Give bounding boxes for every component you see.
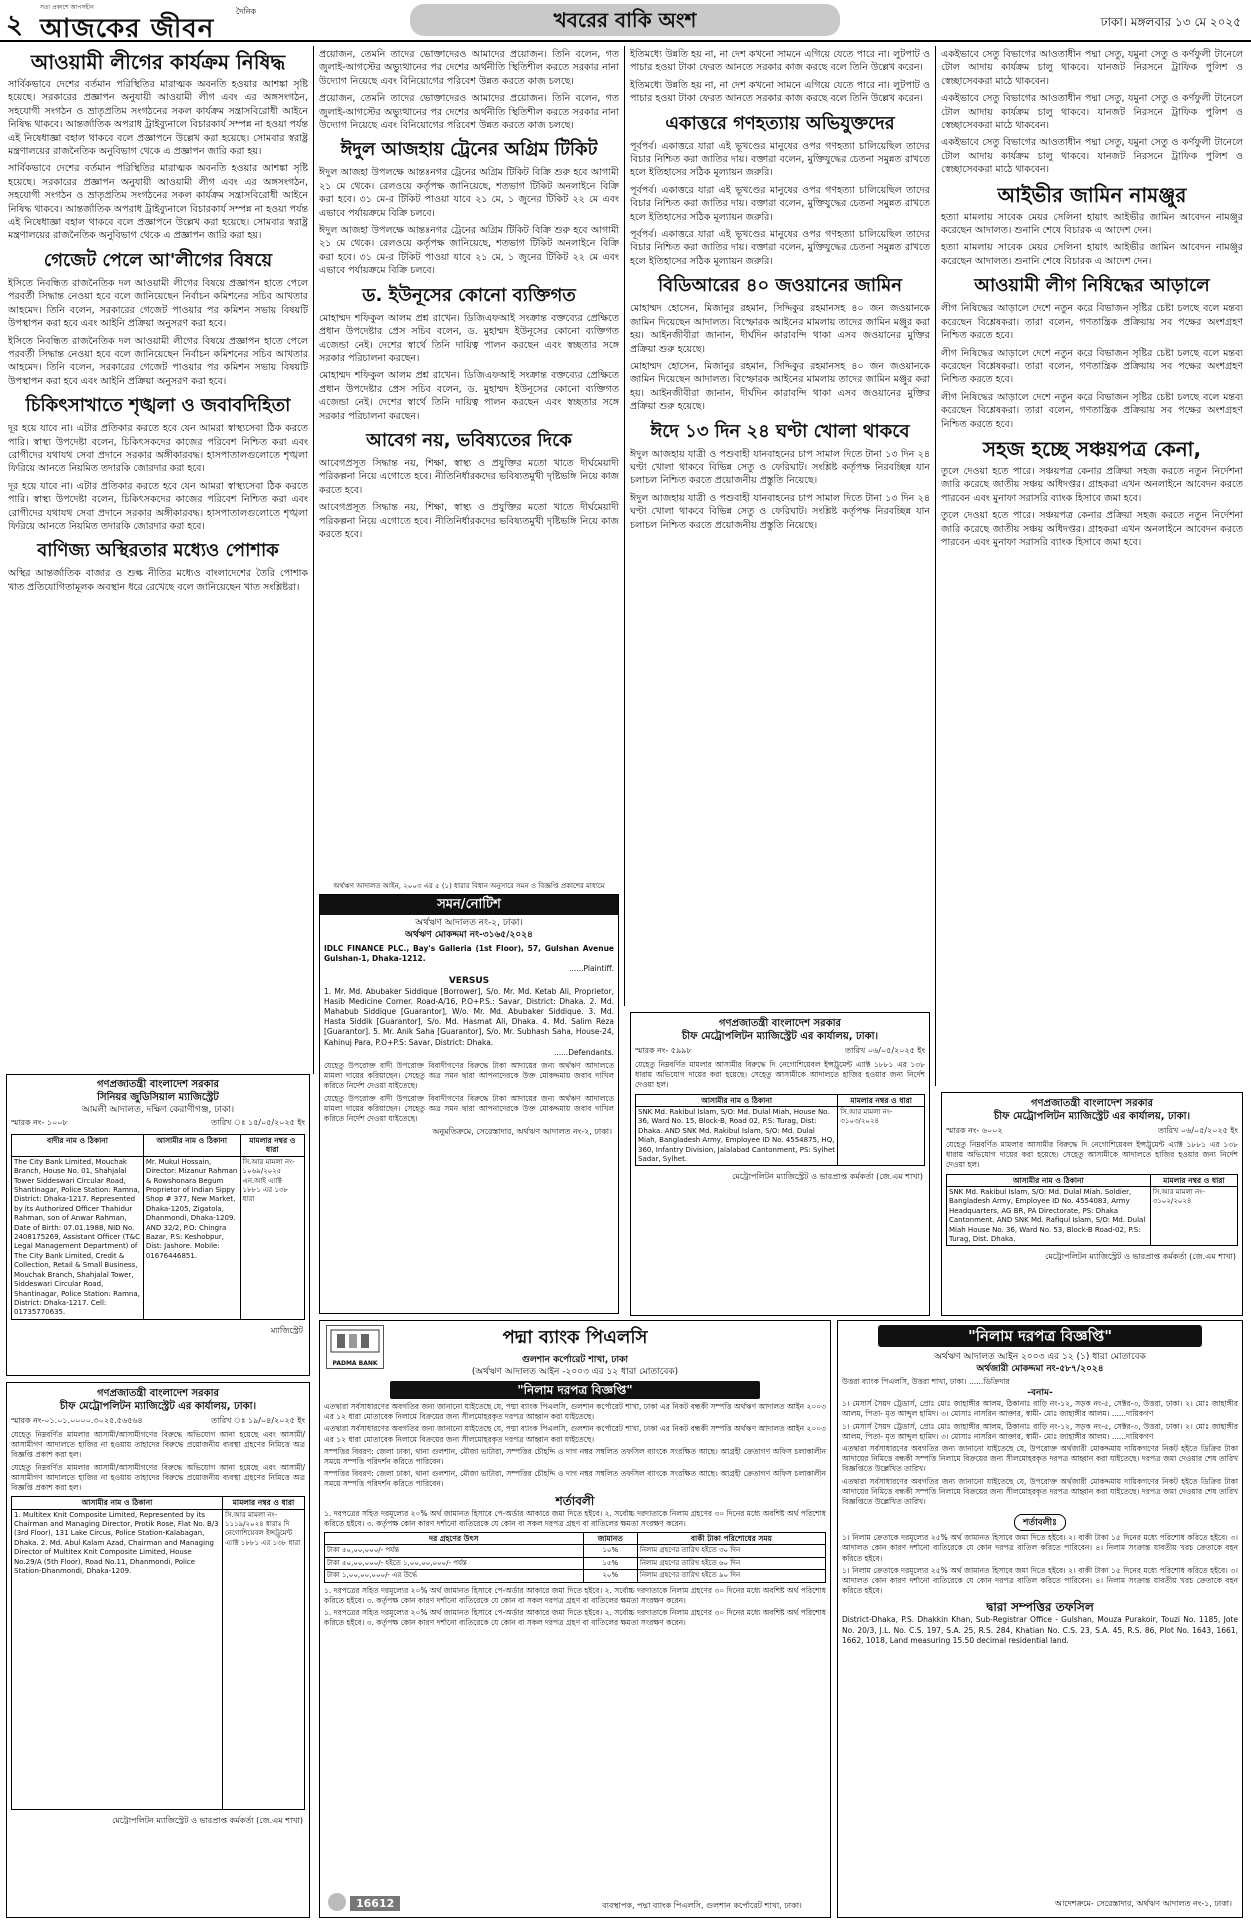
table-cell: ১৫% (583, 1557, 637, 1569)
table-row (12, 1156, 305, 1319)
bank-logo-text: PADMA BANK (332, 1360, 378, 1367)
article-body: ঈদুল আজহায় যাত্রী ও পশুবাহী যানবাহনের চাপ সামাল দিতে টানা ১৩ দিন ২৪ ঘণ্টা খোলা থাকবে বিভিন্ন সেতু ও ফেরিঘাট। সংশ্লিষ্ট কর্তৃপক্ষ নিরবচ্ছিন্ন যান চলাচল নিশ্চিত করতে প্রয়োজনীয় প্রস্তুতি নিয়েছে। (630, 448, 930, 487)
padma-property: সম্পত্তির বিবরণ: জেলা ঢাকা, থানা গুলশান, মৌজা ভাটারা, সম্পত্তির চৌহদ্দি ও দাগ নম্বর সম্বলিত তফসিল ব্যাংকে সংরক্ষিত আছে। আগ্রহী ক্রেতাগণ অফিস চলাকালীন সময়ে সম্পত্তি পরিদর্শন করিতে পারিবেন। (324, 1469, 826, 1489)
padma-banner: "নিলাম দরপত্র বিজ্ঞপ্তি" (390, 1381, 760, 1399)
article-body: একইভাবে সেতু বিভাগের আওতাধীন পদ্মা সেতু, যমুনা সেতু ও কর্ণফুলী টানেলে টোল আদায় কার্যক্রম চালু থাকবে। যানজট নিরসনে ট্রাফিক পুলিশ ও স্বেচ্ছাসেবকরা মাঠে থাকবেন। (941, 93, 1243, 132)
notice-signature: মেট্রোপলিটন ম্যাজিস্ট্রেট ও ভারপ্রাপ্ত কর্মকর্তা (জে.এম শাখা) (732, 1172, 923, 1182)
headline-eid-24-hours: ঈদে ১৩ দিন ২৪ ঘণ্টা খোলা থাকবে (650, 420, 910, 442)
auction-law: অর্থঋণ আদালত আইন ২০০৩ এর ১২ (১) ধারা মোতাবেক (934, 1352, 1146, 1362)
case-cell: সি.আর মামলা নং- ৩১০৩/২০২৪ (838, 1107, 925, 1166)
article-body: লীগ নিষিদ্ধের আড়ালে দেশে নতুন করে বিভাজন সৃষ্টির চেষ্টা চলছে বলে মন্তব্য করেছেন বিশ্লেষকরা। তারা বলেন, গণতান্ত্রিক প্রক্রিয়ায় সব পক্ষের অংশগ্রহণ নিশ্চিত করতে হবে। (941, 391, 1243, 430)
news-column-2 (319, 48, 619, 878)
table-header: বাদীর নাম ও ঠিকানা (12, 1135, 144, 1157)
article-body: ইসিতে নিবন্ধিত রাজনৈতিক দল আওয়ামী লীগের বিষয়ে প্রজ্ঞাপন হাতে পেলে পরবর্তী সিদ্ধান্ত নেওয়া হবে বলে জানিয়েছেন নির্বাচন কমিশনের সচিব আখতার আহমেদ। তিনি বলেন, সরকারের গেজেট পাওয়ার পর কমিশন সভায় বিষয়টি উপস্থাপন করা হবে এবং আইনি প্রক্রিয়া অনুসরণ করা হবে। (8, 277, 308, 330)
court-notice-keraniganj (6, 1074, 310, 1376)
headline-genocide-accused: একাত্তরে গণহত্যায় অভিযুক্তদের (665, 112, 895, 134)
table-header: মামলার নম্বর ও ধারা (1150, 1174, 1237, 1186)
plaintiff-cell: The City Bank Limited, Mouchak Branch, House No. 01, Shahjalal Tower Siddeswari Circular Road, Shantinagar, Police Station: Ramna, District: Dhaka-1217. Represented by its Authorized Officer Thahidur Rahman, son of Anwar Rahman, Date of Birth: 07.01.1988, NID No. 2408175269, Assistant Officer (T&C Legal Management Department) of The City Bank Limited, Credit & Collection, Retail & Small Business, Mouchak Branch, Shahjalal Tower, Siddeswari Circular Road, Shantinagar, Police Station: Ramna, District: Dhaka-1217. Cell: 01735770635. (12, 1156, 144, 1319)
notice-government: গণপ্রজাতন্ত্রী বাংলাদেশ সরকার (719, 1018, 841, 1029)
accused-cell: 1. Multitex Knit Composite Limited, Represented by its Chairman and Managing Director, Protik Rose, Flat No. B/3 (3rd Floor), 131 Lake Circus, Police Station-Kalabagan, Dhaka. 2. Md. Abul Kalam Azad, Chairman and Managing Director of Multitex Knit Composite Limited, House No.29/A (5th Floor), Road No.11, Dhanmondi, Police Station-Dhanmondi, Dhaka-1209. (12, 1509, 223, 1809)
padma-body: এতদ্বারা সর্বসাধারণের অবগতির জন্য জানানো যাইতেছে যে, পদ্মা ব্যাংক পিএলসি, গুলশান কর্পোরেট শাখা, ঢাকা এর নিকট বন্ধকী সম্পত্তি অর্থঋণ আদালত আইন ২০০৩ এর ১২ ধারা মোতাবেক নিলামে বিক্রয়ের জন্য সীলমোহরকৃত দরপত্র আহ্বান করা যাইতেছে। (324, 1424, 826, 1444)
auction-signature: আদেশক্রমে- সেরেস্তাদার, অর্থঋণ আদালত নং-১, ঢাকা। (1055, 1899, 1232, 1908)
headline-garments: বাণিজ্য অস্থিরতার মধ্যেও পোশাক (37, 540, 279, 562)
article-body: পূর্বপর্ব। একাত্তরে যারা এই ভূখণ্ডের মানুষের ওপর গণহত্যা চালিয়েছিল তাদের বিচার নিশ্চিত করা জাতির দায়। বক্তারা বলেন, মুক্তিযুদ্ধের চেতনা সমুন্নত রাখতে হলে ইতিহাসের সঠিক মূল্যায়ন জরুরি। (630, 184, 930, 223)
summons-court: অর্থঋণ আদালত নং-২, ঢাকা। (415, 918, 523, 928)
article-body: একইভাবে সেতু বিভাগের আওতাধীন পদ্মা সেতু, যমুনা সেতু ও কর্ণফুলী টানেলে টোল আদায় কার্যক্রম চালু থাকবে। যানজট নিরসনে ট্রাফিক পুলিশ ও স্বেচ্ছাসেবকরা মাঠে থাকবেন। (941, 49, 1243, 87)
notice-office: চীফ মেট্রোপলিটন ম্যাজিস্ট্রেট এর কার্যালয়, ঢাকা। (993, 1111, 1191, 1122)
notice-table (635, 1094, 925, 1167)
article-body: তুলে দেওয়া হতে পারে। সঞ্চয়পত্র কেনার প্রক্রিয়া সহজ করতে নতুন নির্দেশনা জারি করেছে জাতীয় সঞ্চয় অধিদপ্তর। গ্রাহকরা এখন অনলাইনে আবেদন করতে পারবেন এবং মুনাফা সরাসরি ব্যাংক হিসাবে জমা হবে। (941, 510, 1243, 548)
auction-terms: ১। নিলাম ক্রেতাকে দরমূল্যের ২৫% অর্থ জামানত হিসাবে জমা দিতে হইবে। ২। বাকী টাকা ১৫ দিনের মধ্যে পরিশোধ করিতে হইবে। ৩। আদালত কোন কারণ দর্শানো ব্যতিরেকে যে কোন দরপত্র বাতিল করিতে পারিবেন। ৪। নিলাম সংক্রান্ত যাবতীয় খরচ ক্রেতাকে বহন করিতে হইবে। (842, 1533, 1238, 1563)
case-cell: সি.আর মামলা নং- ১১১৯/২০২৪ ধারাঃ দি নেগোশিয়েবল ইন্সট্রুমেন্ট এ্যাক্ট ১৮৮১ এর ১৩৮ ধারা (222, 1509, 304, 1809)
article-body: অস্থির আন্তর্জাতিক বাজার ও শুল্ক নীতির মধ্যেও বাংলাদেশের তৈরি পোশাক খাত প্রতিযোগিতামূলক অবস্থান ধরে রেখেছে বলে জানিয়েছেন খাত সংশ্লিষ্টরা। (8, 568, 308, 593)
notice-memo: স্মারক নং-০১.০১.০০০০.৩০২৫.৫৬৫৬৪ (11, 1416, 143, 1425)
notice-memo-row (942, 1123, 1242, 1140)
article-body: তুলে দেওয়া হতে পারে। সঞ্চয়পত্র কেনার প্রক্রিয়া সহজ করতে নতুন নির্দেশনা জারি করেছে জাতীয় সঞ্চয় অধিদপ্তর। গ্রাহকরা এখন অনলাইনে আবেদন করতে পারবেন এবং মুনাফা সরাসরি ব্যাংক হিসাবে জমা হবে। (941, 465, 1243, 504)
newspaper-logo (40, 2, 260, 44)
padma-law-line: (অর্থঋণ আদালত আইন -২০০৩ এর ১২ ধারা মোতাবেক) (471, 1367, 679, 1377)
summons-plaintiff-label: ......Plaintiff. (569, 964, 614, 974)
table-header: মামলার নম্বর ও ধারা (222, 1497, 304, 1509)
headline-awami-league-ban: আওয়ামী লীগের কার্যক্রম নিষিদ্ধ (30, 50, 286, 74)
auction-schedule: District-Dhaka, P.S. Dhakkin Khan, Sub-Registrar Office - Gulshan, Mouza Purakoir, Touzi No. 1185, Jote No. 20/3, J.L. No. C.S. 197, S.A. 25, R.S. 284, Khatian No. C.S. 23, S.A. 45, R.S. 86, Plot No. 1643, 1661, 1662, 1018, Land measuring 15.50 decimal residential land. (842, 1615, 1238, 1645)
auction-body: এতদ্বারা সর্বসাধারণের অবগতির জন্য জানানো যাইতেছে যে, উপরোক্ত অর্থজারী মোকদ্দমায় দায়িকগণের নিকট হইতে ডিক্রির টাকা আদায়ের নিমিত্তে বন্ধকী সম্পত্তি নিলামে বিক্রয়ের জন্য সীলমোহরকৃত দরপত্র আহ্বান করা যাইতেছে। দরপত্র জমা দেওয়ার শেষ তারিখ বিজ্ঞপ্তিতে উল্লেখিত তারিখ। (842, 1476, 1238, 1507)
padma-bank-branch: গুলশান কর্পোরেট শাখা, ঢাকা (522, 1355, 628, 1365)
table-row (947, 1187, 1238, 1246)
auction-terms: ১। নিলাম ক্রেতাকে দরমূল্যের ২৫% অর্থ জামানত হিসাবে জমা দিতে হইবে। ২। বাকী টাকা ১৫ দিনের মধ্যে পরিশোধ করিতে হইবে। ৩। আদালত কোন কারণ দর্শানো ব্যতিরেকে যে কোন দরপত্র বাতিল করিতে পারিবেন। ৪। নিলাম সংক্রান্ত যাবতীয় খরচ ক্রেতাকে বহন করিতে হইবে। (842, 1565, 1238, 1596)
headline-eid-train-tickets: ঈদুল আজহায় ট্রেনের অগ্রিম টিকিট (340, 139, 598, 161)
padma-terms-title: শর্তাবলী (555, 1493, 595, 1508)
headline-bdr-bail: বিডিআরের ৪০ জওয়ানের জামিন (657, 275, 903, 297)
article-body: প্রয়োজন, তেমনি তাদের ভোক্তাদেরও আমাদের প্রয়োজন। তিনি বলেন, গত জুলাই-আগস্টের অভ্যুত্থানের পর দেশের অর্থনীতি স্থিতিশীল করতে সরকার নানা উদ্যোগ নিয়েছে এবং বিনিয়োগের পরিবেশ উন্নত করতে কাজ চলছে। (319, 93, 619, 132)
summons-caption: অর্থঋণ আদালত আইন, ২০০৩ এর ৫ (১) ধারার বিধান অনুসারে সমন ও বিজ্ঞপ্তি প্রকাশের মাধ্যমে (333, 882, 605, 890)
notice-memo: স্মারক নং- ৬০০২ (946, 1126, 1003, 1135)
notice-government: গণপ্রজাতন্ত্রী বাংলাদেশ সরকার (1031, 1098, 1153, 1109)
notice-body: যেহেতু নিম্নবর্ণিত মামলার আসামী/আসামীগণের বিরুদ্ধে অভিযোগ আনা হয়েছে এবং আসামী/আসামীগণ আদালতে হাজির না হওয়ায় তাহাদের বিরুদ্ধে প্রয়োজনীয় ব্যবস্থা গ্রহণের নিমিত্তে অত্র বিজ্ঞপ্তি প্রকাশ করা হল। (11, 1430, 305, 1460)
article-body: ঈদুল আজহা উপলক্ষে আন্তঃনগর ট্রেনের অগ্রিম টিকিট বিক্রি শুরু হবে আগামী ২১ মে থেকে। রেলওয়ে কর্তৃপক্ষ জানিয়েছে, শতভাগ টিকিট অনলাইনে বিক্রি করা হবে। ৩১ মে-র টিকিট পাওয়া যাবে ২১ মে, ১ জুনের টিকিট ২২ মে এবং এভাবে পর্যায়ক্রমে বিক্রি চলবে। (319, 167, 619, 219)
article-body: আবেগপ্রসূত সিদ্ধান্ত নয়, শিক্ষা, স্বাস্থ্য ও প্রযুক্তির মতো খাতে দীর্ঘমেয়াদী পরিকল্পনা নিয়ে এগোতে হবে। নীতিনির্ধারকদের ভবিষ্যতমুখী দৃষ্টিভঙ্গি নিয়ে কাজ করতে হবে। (319, 502, 619, 540)
news-column-3 (630, 48, 930, 1008)
padma-deposit-table (324, 1532, 826, 1583)
summons-banner: সমন/নোটিশ (320, 895, 618, 915)
notice-signature: মেট্রোপলিটন ম্যাজিস্ট্রেট ও ভারপ্রাপ্ত কর্মকর্তা (জে.এম শাখা) (112, 1815, 303, 1825)
table-header: দর গ্রহণের উৎস (325, 1533, 584, 1545)
article-body: পূর্বপর্ব। একাত্তরে যারা এই ভূখণ্ডের মানুষের ওপর গণহত্যা চালিয়েছিল তাদের বিচার নিশ্চিত করা জাতির দায়। বক্তারা বলেন, মুক্তিযুদ্ধের চেতনা সমুন্নত রাখতে হলে ইতিহাসের সঠিক মূল্যায়ন জরুরি। (630, 229, 930, 267)
table-cell: টাকা ৫০,০০,০০০/- হইতে ১,০০,০০,০০০/- পর্যন্ত (325, 1557, 584, 1569)
padma-body: এতদ্বারা সর্বসাধারণের অবগতির জন্য জানানো যাইতেছে যে, পদ্মা ব্যাংক পিএলসি, গুলশান কর্পোরেট শাখা, ঢাকা এর নিকট বন্ধকী সম্পত্তি অর্থঋণ আদালত আইন ২০০৩ এর ১২ ধারা মোতাবেক নিলামে বিক্রয়ের জন্য সীলমোহরকৃত দরপত্র আহ্বান করা যাইতেছে। (324, 1402, 826, 1422)
notice-table (11, 1496, 305, 1809)
auction-terms-title-wrap (838, 1510, 1242, 1531)
notice-signature: মেট্রোপলিটন ম্যাজিস্ট্রেট ও ভারপ্রাপ্ত কর্মকর্তা (জে.এম শাখা) (1045, 1252, 1236, 1262)
article-body: মোহাম্মদ হোসেন, মিজানুর রহমান, সিদ্দিকুর রহমানসহ ৪০ জন জওয়ানকে জামিন দিয়েছেন আদালত। বিস্ফোরক আইনের মামলায় তাদের জামিন মঞ্জুর করা হয়। আইনজীবীরা জানান, দীর্ঘদিন কারাবন্দি থাকা এসব জওয়ানের মুক্তির প্রক্রিয়া শুরু হয়েছে। (630, 303, 930, 355)
summons-defendants: 1. Mr. Md. Abubaker Siddique [Borrower], S/o. Mr. Md. Ketab Ali, Proprietor, Hasib Medicine Corner. Road-A/16, P.O+P.S.: Savar, District: Dhaka. 2. Md. Mahabub Siddique [Guarantor], W/o. Mr. Md. Abubaker Siddique. 3. Md. Hasta Siddik [Guarantor], S/o. Md. Hasmat Ali, Dhaka. 4. Md. Salim Reza [Guarantor]. 5. Mr. Anik Saha [Guarantor], S/o. Mr. Subhash Saha, House-24, Kahinuj Para, P.O+P.S: Savar, District: Dhaka. (324, 986, 614, 1047)
bank-logo-icon (327, 1326, 383, 1356)
table-cell: নিলাম গ্রহণের তারিখ হইতে ৯০ দিন (637, 1570, 825, 1582)
issue-date: ঢাকা। মঙ্গলবার ১৩ মে ২০২৫ (1100, 15, 1241, 29)
auction-versus: -বনাম- (1027, 1388, 1053, 1399)
table-cell: টাকা ৫০,০০,০০০/- পর্যন্ত (325, 1545, 584, 1557)
auction-plaintiff: উত্তরা ব্যাংক পিএলসি, উত্তরা শাখা, ঢাকা। ......ডিক্রিদার (842, 1377, 1010, 1386)
notice-office: চীফ মেট্রোপলিটন ম্যাজিস্ট্রেট এর কার্যালয়, ঢাকা। (59, 1401, 257, 1412)
article-body: সার্বিকভাবে দেশের বর্তমান পরিস্থিতির মারাত্মক অবনতি হওয়ার আশঙ্কা সৃষ্টি হয়েছে। সরকারের প্রজ্ঞাপন অনুযায়ী আওয়ামী লীগ এবং এর অঙ্গসংগঠন, সহযোগী সংগঠন ও ভ্রাতৃপ্রতিম সংগঠনের সকল কার্যক্রম সন্ত্রাসবিরোধী আইনে নিষিদ্ধ থাকবে। আন্তর্জাতিক অপরাধ ট্রাইব্যুনালে বিচারকার্য সম্পন্ন না হওয়া পর্যন্ত এই নিষেধাজ্ঞা বহাল থাকবে বলে প্রজ্ঞাপনে উল্লেখ করা হয়েছে। সোমবার স্বরাষ্ট্র মন্ত্রণালয়ের রাজনৈতিক অনুবিভাগ থেকে এ প্রজ্ঞাপন জারি করা হয়। (8, 163, 308, 242)
notice-signature: ম্যাজিস্ট্রেট (270, 1325, 303, 1335)
notice-date: তারিখ ০৬/০৫/২০২৫ ইং (845, 1046, 925, 1055)
notice-court: আমলী আদালত, দক্ষিণ কেরাণীগঞ্জ, ঢাকা। (81, 1105, 235, 1115)
padma-terms: ১. দরপত্রের সহিত দরমূল্যের ২০% অর্থ জামানত হিসাবে পে-অর্ডার আকারে জমা দিতে হইবে। ২. সর্বোচ্চ দরদাতাকে নিলাম গ্রহণের ৩০ দিনের মধ্যে অবশিষ্ট অর্থ পরিশোধ করিতে হইবে। ৩. কর্তৃপক্ষ কোন কারণ দর্শানো ব্যতিরেকে যে কোন বা সকল দরপত্র গ্রহণ বা বাতিলের ক্ষমতা সংরক্ষণ করেন। (324, 1508, 826, 1528)
case-cell: সি.আর মামলা নং- ১০৬৯/২০২৫ এন.আই এ্যাক্ট ১৮৮১ এর ১৩৮ ধারা (240, 1156, 304, 1319)
summons-case: অর্থঋণ মোকদ্দমা নং-৩১৬৫/২০২৪ (405, 930, 533, 940)
summons-versus: VERSUS (448, 975, 490, 986)
headline-ban-behind: আওয়ামী লীগ নিষিদ্ধের আড়ালে (974, 275, 1210, 297)
summons-signature: অনুমতিক্রমে, সেরেস্তাদার, অর্থঋণ আদালত নং-২, ঢাকা। (432, 1127, 612, 1137)
headline-savings-certificate: সহজ হচ্ছে সঞ্চয়পত্র কেনা, (982, 436, 1202, 461)
table-header: আসামীর নাম ও ঠিকানা (636, 1094, 838, 1106)
table-row (12, 1509, 305, 1809)
summons-body: যেহেতু উপরোক্ত বাদী উপরোক্ত বিবাদীগণের বিরুদ্ধে টাকা আদায়ের জন্য অর্থঋণ আদালতে মামলা দায়ের করিয়াছেন। সেহেতু অত্র সমন দ্বারা আপনাদেরকে উক্ত মোকদ্দমায় জবাব দাখিল করিতে নির্দেশ দেওয়া যাইতেছে। (324, 1093, 614, 1124)
section-banner: খবরের বাকি অংশ (410, 4, 840, 36)
column-divider (624, 46, 625, 1006)
padma-bank-logo (326, 1325, 384, 1369)
article-body: ঈদুল আজহায় যাত্রী ও পশুবাহী যানবাহনের চাপ সামাল দিতে টানা ১৩ দিন ২৪ ঘণ্টা খোলা থাকবে বিভিন্ন সেতু ও ফেরিঘাট। সংশ্লিষ্ট কর্তৃপক্ষ নিরবচ্ছিন্ন যান চলাচল নিশ্চিত করতে প্রয়োজনীয় প্রস্তুতি নিয়েছে। (630, 492, 930, 531)
summons-defendant-label: ......Defendants. (553, 1047, 614, 1057)
table-header: মামলার নম্বর ও ধারা (838, 1094, 925, 1106)
headline-gazette: গেজেট পেলে আ'লীগের বিষয়ে (43, 249, 273, 271)
headline-health-sector: চিকিৎসাখাতে শৃঙ্খলা ও জবাবদিহিতা (25, 395, 291, 417)
article-body: লীগ নিষিদ্ধের আড়ালে দেশে নতুন করে বিভাজন সৃষ্টির চেষ্টা চলছে বলে মন্তব্য করেছেন বিশ্লেষকরা। তারা বলেন, গণতান্ত্রিক প্রক্রিয়ায় সব পক্ষের অংশগ্রহণ নিশ্চিত করতে হবে। (941, 303, 1243, 342)
table-header: মামলার নম্বর ও ধারা (240, 1135, 304, 1157)
article-body: ইসিতে নিবন্ধিত রাজনৈতিক দল আওয়ামী লীগের বিষয়ে প্রজ্ঞাপন হাতে পেলে পরবর্তী সিদ্ধান্ত নেওয়া হবে বলে জানিয়েছেন নির্বাচন কমিশনের সচিব আখতার আহমেদ। তিনি বলেন, সরকারের গেজেট পাওয়ার পর কমিশন সভায় বিষয়টি উপস্থাপন করা হবে এবং আইনি প্রক্রিয়া অনুসরণ করা হবে। (8, 335, 308, 387)
article-body: দূর হয়ে যাবে না। এটার প্রতিকার করতে হবে যেন আমরা স্বাস্থ্যসেবা ঠিক করতে পারি। স্বাস্থ্য উপদেষ্টা বলেন, চিকিৎসকদের কাজের পরিবেশ নিশ্চিত করা এবং রোগীদের যথাযথ সেবা প্রদানে সরকার অঙ্গীকারবদ্ধ। হাসপাতালগুলোতে শৃঙ্খলা ফিরিয়ে আনতে নিয়মিত তদারকি জোরদার করা হবে। (8, 423, 308, 475)
ad-code-badge: 16612 (350, 1896, 400, 1911)
table-cell: ১০% (583, 1545, 637, 1557)
table-header: আসামীর নাম ও ঠিকানা (143, 1135, 240, 1157)
case-cell: সি.আর মামলা নং- ৩১০২/২০২৪ (1150, 1187, 1237, 1246)
court-notice-cmm-multitex (6, 1382, 310, 1918)
table-row (325, 1570, 826, 1582)
notice-office: সিনিয়র জুডিসিয়াল ম্যাজিস্ট্রেট (97, 1092, 219, 1103)
article-body: পূর্বপর্ব। একাত্তরে যারা এই ভূখণ্ডের মানুষের ওপর গণহত্যা চালিয়েছিল তাদের বিচার নিশ্চিত করা জাতির দায়। বক্তারা বলেন, মুক্তিযুদ্ধের চেতনা সমুন্নত রাখতে হলে ইতিহাসের সঠিক মূল্যায়ন জরুরি। (630, 140, 930, 179)
table-row (325, 1557, 826, 1569)
notice-government: গণপ্রজাতন্ত্রী বাংলাদেশ সরকার (97, 1079, 219, 1090)
table-row (325, 1545, 826, 1557)
article-body: লীগ নিষিদ্ধের আড়ালে দেশে নতুন করে বিভাজন সৃষ্টির চেষ্টা চলছে বলে মন্তব্য করেছেন বিশ্লেষকরা। তারা বলেন, গণতান্ত্রিক প্রক্রিয়ায় সব পক্ষের অংশগ্রহণ নিশ্চিত করতে হবে। (941, 347, 1243, 386)
court-notice-cmm-5998 (630, 1012, 930, 1316)
summons-body: যেহেতু উপরোক্ত বাদী উপরোক্ত বিবাদীগণের বিরুদ্ধে টাকা আদায়ের জন্য অর্থঋণ আদালতে মামলা দায়ের করিয়াছেন। সেহেতু অত্র সমন দ্বারা আপনাদেরকে উক্ত মোকদ্দমায় জবাব দাখিল করিতে নির্দেশ দেওয়া যাইতেছে। (324, 1061, 614, 1091)
article-body: ইতিমধ্যে উন্নতি হয় না, না দেশ কখনো সামনে এগিয়ে যেতে পারে না। লুটপাট ও পাচার হওয়া টাকা ফেরত আনতে সরকার কাজ করছে বলে তিনি উল্লেখ করেন। (630, 79, 930, 105)
article-body: মোহাম্মদ শফিকুল আলম প্রশ্ন রাখেন। ডিজিএফআই সংক্রান্ত বক্তব্যের প্রেক্ষিতে প্রধান উপদেষ্টার প্রেস সচিব বলেন, ড. মুহাম্মদ ইউনূসের কোনো ব্যক্তিগত এজেন্ডা নেই। দেশের স্বার্থে তিনি দায়িত্ব পালন করছেন এবং স্বচ্ছতার সঙ্গে সরকার পরিচালনা করছেন। (319, 370, 619, 422)
summons-plaintiff: IDLC FINANCE PLC., Bay's Galleria (1st Floor), 57, Gulshan Avenue Gulshan-1, Dhaka-1212. (324, 944, 614, 964)
accused-cell: Mr. Mukul Hossain, Director: Mizanur Rahman & Rowshonara Begum Proprietor of Indian Sippy Shop # 377, New Market, Dhaka-1205, Zigatola, Dhanmondi, Dhaka-1209. AND 32/2, P.O: Chingra Bazar, P.S: Keshobpur, Dist: Jashore. Mobile: 01676446851. (143, 1156, 240, 1319)
news-column-4 (941, 48, 1243, 1088)
court-notice-cmm-6002 (941, 1092, 1243, 1316)
notice-memo-row (7, 1413, 309, 1430)
logo-title: আজকের জীবন (40, 14, 215, 44)
padma-terms: ১. দরপত্রের সহিত দরমূল্যের ২০% অর্থ জামানত হিসাবে পে-অর্ডার আকারে জমা দিতে হইবে। ২. সর্বোচ্চ দরদাতাকে নিলাম গ্রহণের ৩০ দিনের মধ্যে অবশিষ্ট অর্থ পরিশোধ করিতে হইবে। ৩. কর্তৃপক্ষ কোন কারণ দর্শানো ব্যতিরেকে যে কোন বা সকল দরপত্র গ্রহণ বা বাতিলের ক্ষমতা সংরক্ষণ করেন। (324, 1608, 826, 1628)
notice-office: চীফ মেট্রোপলিটন ম্যাজিস্ট্রেট এর কার্যালয়, ঢাকা। (681, 1031, 879, 1042)
padma-property: সম্পত্তির বিবরণ: জেলা ঢাকা, থানা গুলশান, মৌজা ভাটারা, সম্পত্তির চৌহদ্দি ও দাগ নম্বর সম্বলিত তফসিল ব্যাংকে সংরক্ষিত আছে। আগ্রহী ক্রেতাগণ অফিস চলাকালীন সময়ে সম্পত্তি পরিদর্শন করিতে পারিবেন। (324, 1446, 826, 1467)
headline-yunus: ড. ইউনূসের কোনো ব্যক্তিগত (362, 284, 576, 306)
table-header: জামানত (583, 1533, 637, 1545)
notice-memo-row (7, 1116, 309, 1131)
notice-memo-row (631, 1043, 929, 1060)
notice-memo: স্মারক নং- ১০০৮ (11, 1118, 68, 1127)
masthead (0, 0, 1251, 42)
logo-daily-label: দৈনিক (236, 7, 257, 16)
table-cell: ২০% (583, 1570, 637, 1582)
notice-government: গণপ্রজাতন্ত্রী বাংলাদেশ সরকার (97, 1388, 219, 1399)
notice-table (11, 1134, 305, 1320)
padma-signature: ব্যবস্থাপক, পদ্মা ব্যাংক পিএলসি, গুলশান কর্পোরেট শাখা, ঢাকা। (602, 1901, 802, 1910)
padma-bank-name: পদ্মা ব্যাংক পিএলসি (502, 1327, 648, 1348)
auction-defendants: ১। মেসার্স সৈয়দ ট্রেডার্স, প্রোঃ মোঃ জাহাঙ্গীর আলম, ঠিকানাঃ বাড়ি নং-১২, সড়ক নং-৫, সেক্টর-৩, উত্তরা, ঢাকা। ২। মোঃ জাহাঙ্গীর আলম, পিতা- মৃত আব্দুল হামিদ। ৩। মোসাঃ নাসরিন আক্তার, স্বামী- মোঃ জাহাঙ্গীর আলম। ......দায়িকগণ (842, 1399, 1238, 1419)
table-header: বাকী টাকা পরিশোধের সময় (637, 1533, 825, 1545)
accused-cell: SNK Md. Rakibul Islam, S/O: Md. Dulal Miah. Soldier, Bangladesh Army, Employee ID No. 4554083, Army Headquarters, AG BR, PA Directorate, PS: Dhaka Cantonment. AND SNK Md. Rafiqul Islam, S/O: Md. Dulal Miah House No. 36, Ward No. 53, Block-B Road-02, P.S: Turag, Dist. Dhaka. (947, 1187, 1151, 1246)
auction-schedule-title: দ্বারা সম্পত্তির তফসিল (986, 1600, 1094, 1615)
notice-body: যেহেতু নিম্নবর্ণিত মামলার আসামীর বিরুদ্ধে দি নেগোশিয়েবল ইন্সট্রুমেন্ট এ্যাক্ট ১৮৮১ এর ১৩৮ ধারায় অভিযোগ দায়ের করা হয়েছে। সেহেতু আসামীকে আদালতে হাজির হওয়ার জন্য নির্দেশ দেওয়া হল। (635, 1060, 925, 1090)
article-body: মোহাম্মদ শফিকুল আলম প্রশ্ন রাখেন। ডিজিএফআই সংক্রান্ত বক্তব্যের প্রেক্ষিতে প্রধান উপদেষ্টার প্রেস সচিব বলেন, ড. মুহাম্মদ ইউনূসের কোনো ব্যক্তিগত এজেন্ডা নেই। দেশের স্বার্থে তিনি দায়িত্ব পালন করছেন এবং স্বচ্ছতার সঙ্গে সরকার পরিচালনা করছেন। (319, 312, 619, 364)
accused-cell: SNK Md. Rakibul Islam, S/O: Md. Dulal Miah, House No. 36, Ward No. 15, Block-B, Road 02, P.S: Turag, Dist: Dhaka. AND SNK Md. Rakibul Islam, S/O: Md. Dulal Miah, Bangladesh Army, Employee ID No. 4554875, HQ, 360, Infantry Division, Jalalabad Cantonment, PS: Sylhet Sadar, Sylhet. (636, 1107, 838, 1166)
notice-date: তারিখ ০৬/০৫/২০২৫ ইং (1158, 1126, 1238, 1135)
advertiser-avatar (328, 1893, 346, 1911)
padma-bank-auction-notice (319, 1320, 831, 1918)
auction-banner: "নিলাম দরপত্র বিজ্ঞপ্তি" (878, 1325, 1202, 1347)
table-row (636, 1107, 925, 1166)
news-column-1 (8, 48, 308, 1058)
article-body: সার্বিকভাবে দেশের বর্তমান পরিস্থিতির মারাত্মক অবনতি হওয়ার আশঙ্কা সৃষ্টি হয়েছে। সরকারের প্রজ্ঞাপন অনুযায়ী আওয়ামী লীগ এবং এর অঙ্গসংগঠন, সহযোগী সংগঠন ও ভ্রাতৃপ্রতিম সংগঠনের সকল কার্যক্রম সন্ত্রাসবিরোধী আইনে নিষিদ্ধ থাকবে। আন্তর্জাতিক অপরাধ ট্রাইব্যুনালে বিচারকার্য সম্পন্ন না হওয়া পর্যন্ত এই নিষেধাজ্ঞা বহাল থাকবে বলে প্রজ্ঞাপনে উল্লেখ করা হয়েছে। সোমবার স্বরাষ্ট্র মন্ত্রণালয়ের রাজনৈতিক অনুবিভাগ থেকে এ প্রজ্ঞাপন জারি করা হয়। (8, 79, 308, 158)
article-body: হত্যা মামলায় সাবেক মেয়র সেলিনা হায়াৎ আইভীর জামিন আবেদন নামঞ্জুর করেছেন আদালত। শুনানি শেষে বিচারক এ আদেশ দেন। (941, 242, 1243, 267)
article-body: মোহাম্মদ হোসেন, মিজানুর রহমান, সিদ্দিকুর রহমানসহ ৪০ জন জওয়ানকে জামিন দিয়েছেন আদালত। বিস্ফোরক আইনের মামলায় তাদের জামিন মঞ্জুর করা হয়। আইনজীবীরা জানান, দীর্ঘদিন কারাবন্দি থাকা এসব জওয়ানের মুক্তির প্রক্রিয়া শুরু হয়েছে। (630, 360, 930, 413)
column-divider (935, 46, 936, 1086)
auction-notice-artha-rin (837, 1320, 1243, 1918)
article-body: দূর হয়ে যাবে না। এটার প্রতিকার করতে হবে যেন আমরা স্বাস্থ্যসেবা ঠিক করতে পারি। স্বাস্থ্য উপদেষ্টা বলেন, চিকিৎসকদের কাজের পরিবেশ নিশ্চিত করা এবং রোগীদের যথাযথ সেবা প্রদানে সরকার অঙ্গীকারবদ্ধ। হাসপাতালগুলোতে শৃঙ্খলা ফিরিয়ে আনতে নিয়মিত তদারকি জোরদার করা হবে। (8, 480, 308, 532)
headline-ivy-bail: আইভীর জামিন নামঞ্জুর (997, 182, 1187, 207)
article-body: ইতিমধ্যে উন্নতি হয় না, না দেশ কখনো সামনে এগিয়ে যেতে পারে না। লুটপাট ও পাচার হওয়া টাকা ফেরত আনতে সরকার কাজ করছে বলে তিনি উল্লেখ করেন। (630, 49, 930, 74)
notice-memo: স্মারক নং- ৫৯৯৮ (635, 1046, 692, 1055)
table-cell: নিলাম গ্রহণের তারিখ হইতে ৩০ দিন (637, 1545, 825, 1557)
notice-body: যেহেতু নিম্নবর্ণিত মামলার আসামীর বিরুদ্ধে দি নেগোশিয়েবল ইন্সট্রুমেন্ট এ্যাক্ট ১৮৮১ এর ১৩৮ ধারায় অভিযোগ দায়ের করা হয়েছে। সেহেতু আসামীকে আদালতে হাজির হওয়ার জন্য নির্দেশ দেওয়া হল। (946, 1140, 1238, 1170)
article-body: প্রয়োজন, তেমনি তাদের ভোক্তাদেরও আমাদের প্রয়োজন। তিনি বলেন, গত জুলাই-আগস্টের অভ্যুত্থানের পর দেশের অর্থনীতি স্থিতিশীল করতে সরকার নানা উদ্যোগ নিয়েছে এবং বিনিয়োগের পরিবেশ উন্নত করতে কাজ চলছে। (319, 49, 619, 87)
auction-defendants: ১। মেসার্স সৈয়দ ট্রেডার্স, প্রোঃ মোঃ জাহাঙ্গীর আলম, ঠিকানাঃ বাড়ি নং-১২, সড়ক নং-৫, সেক্টর-৩, উত্তরা, ঢাকা। ২। মোঃ জাহাঙ্গীর আলম, পিতা- মৃত আব্দুল হামিদ। ৩। মোসাঃ নাসরিন আক্তার, স্বামী- মোঃ জাহাঙ্গীর আলম। ......দায়িকগণ (842, 1421, 1238, 1441)
table-header: আসামীর নাম ও ঠিকানা (12, 1497, 223, 1509)
table-header: আসামীর নাম ও ঠিকানা (947, 1174, 1151, 1186)
column-divider (313, 46, 314, 1074)
auction-terms-title: শর্তাবলীঃ (1014, 1514, 1066, 1531)
notice-body: যেহেতু নিম্নবর্ণিত মামলার আসামী/আসামীগণের বিরুদ্ধে অভিযোগ আনা হয়েছে এবং আসামী/আসামীগণ আদালতে হাজির না হওয়ায় তাহাদের বিরুদ্ধে প্রয়োজনীয় ব্যবস্থা গ্রহণের নিমিত্তে অত্র বিজ্ঞপ্তি প্রকাশ করা হল। (11, 1462, 305, 1493)
article-body: হত্যা মামলায় সাবেক মেয়র সেলিনা হায়াৎ আইভীর জামিন আবেদন নামঞ্জুর করেছেন আদালত। শুনানি শেষে বিচারক এ আদেশ দেন। (941, 211, 1243, 237)
page-number: ২ (6, 10, 23, 40)
notice-table (946, 1174, 1238, 1247)
auction-body: এতদ্বারা সর্বসাধারণের অবগতির জন্য জানানো যাইতেছে যে, উপরোক্ত অর্থজারী মোকদ্দমায় দায়িকগণের নিকট হইতে ডিক্রির টাকা আদায়ের নিমিত্তে বন্ধকী সম্পত্তি নিলামে বিক্রয়ের জন্য সীলমোহরকৃত দরপত্র আহ্বান করা যাইতেছে। দরপত্র জমা দেওয়ার শেষ তারিখ বিজ্ঞপ্তিতে উল্লেখিত তারিখ। (842, 1444, 1238, 1474)
auction-case: অর্থজারী মোকদ্দমা নং-৫৮৭/২০২৪ (976, 1364, 1104, 1374)
summons-caption-wrap (319, 880, 619, 892)
headline-future: আবেগ নয়, ভবিষ্যতের দিকে (366, 429, 572, 451)
notice-date: তারিখ ঃ ১৯/০৪/২০২৫ ইং (211, 1416, 305, 1425)
table-cell: নিলাম গ্রহণের তারিখ হইতে ৬০ দিন (637, 1557, 825, 1569)
article-body: একইভাবে সেতু বিভাগের আওতাধীন পদ্মা সেতু, যমুনা সেতু ও কর্ণফুলী টানেলে টোল আদায় কার্যক্রম চালু থাকবে। যানজট নিরসনে ট্রাফিক পুলিশ ও স্বেচ্ছাসেবকরা মাঠে থাকবেন। (941, 137, 1243, 176)
logo-tagline: সত্য প্রকাশে আপসহীন (40, 4, 94, 11)
padma-terms: ১. দরপত্রের সহিত দরমূল্যের ২০% অর্থ জামানত হিসাবে পে-অর্ডার আকারে জমা দিতে হইবে। ২. সর্বোচ্চ দরদাতাকে নিলাম গ্রহণের ৩০ দিনের মধ্যে অবশিষ্ট অর্থ পরিশোধ করিতে হইবে। ৩. কর্তৃপক্ষ কোন কারণ দর্শানো ব্যতিরেকে যে কোন বা সকল দরপত্র গ্রহণ বা বাতিলের ক্ষমতা সংরক্ষণ করেন। (324, 1585, 826, 1605)
article-body: আবেগপ্রসূত সিদ্ধান্ত নয়, শিক্ষা, স্বাস্থ্য ও প্রযুক্তির মতো খাতে দীর্ঘমেয়াদী পরিকল্পনা নিয়ে এগোতে হবে। নীতিনির্ধারকদের ভবিষ্যতমুখী দৃষ্টিভঙ্গি নিয়ে কাজ করতে হবে। (319, 457, 619, 496)
notice-date: তারিখ ঃ ১৫/০৫/২০২৫ ইং (211, 1118, 305, 1127)
article-body: ঈদুল আজহা উপলক্ষে আন্তঃনগর ট্রেনের অগ্রিম টিকিট বিক্রি শুরু হবে আগামী ২১ মে থেকে। রেলওয়ে কর্তৃপক্ষ জানিয়েছে, শতভাগ টিকিট অনলাইনে বিক্রি করা হবে। ৩১ মে-র টিকিট পাওয়া যাবে ২১ মে, ১ জুনের টিকিট ২২ মে এবং এভাবে পর্যায়ক্রমে বিক্রি চলবে। (319, 225, 619, 277)
table-cell: টাকা ১,০০,০০,০০০/- এর উর্দ্ধে (325, 1570, 584, 1582)
summons-notice-idlc (319, 894, 619, 1314)
